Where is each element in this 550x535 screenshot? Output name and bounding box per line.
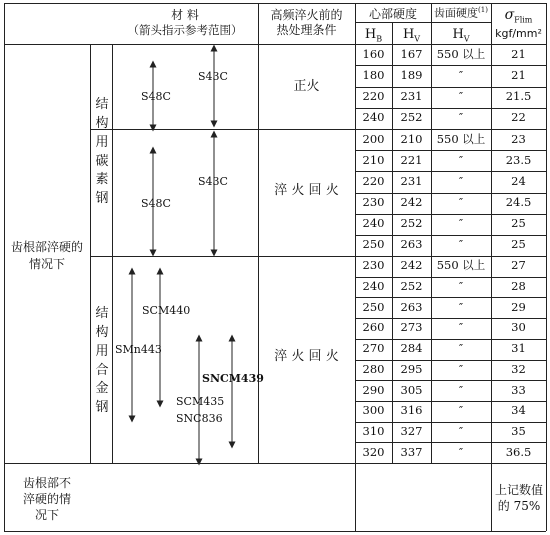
cell-surf: ″ <box>458 299 464 314</box>
treatment-header-line1: 高频淬火前的 <box>270 8 343 22</box>
cell-sigma: 27 <box>511 258 526 273</box>
cell-sigma: 31 <box>511 341 526 356</box>
cell-sigma: 21 <box>511 67 526 82</box>
cell-surf: ″ <box>458 173 464 188</box>
cell-hv: 263 <box>400 237 423 252</box>
cell-surf: ″ <box>458 403 464 418</box>
cell-hv: 252 <box>400 279 423 294</box>
surface-footnote: (1) <box>478 6 488 14</box>
cell-hv: 252 <box>400 110 423 125</box>
hv-letter: H <box>402 27 415 42</box>
cell-surf: 550 以上 <box>436 46 486 61</box>
cell-hv: 167 <box>400 46 423 61</box>
cell-sigma: 30 <box>511 320 526 335</box>
carbon-steel-label: 结构用碳素钢 <box>95 97 109 207</box>
cell-hb: 240 <box>362 279 385 294</box>
cell-hv: 231 <box>400 173 423 188</box>
cell-hv: 263 <box>400 299 423 314</box>
cell-sigma: 23 <box>511 131 526 146</box>
cell-hv: 221 <box>400 152 423 167</box>
cell-sigma: 35 <box>511 423 526 438</box>
surface-hardness-label: 齿面硬度 <box>434 6 479 20</box>
cell-sigma: 25 <box>511 237 526 252</box>
material-sncm439: SNCM439 <box>202 372 264 385</box>
cell-hv: 305 <box>400 382 423 397</box>
cell-hv: 242 <box>400 195 423 210</box>
alloy-steel-label: 结构用合金钢 <box>95 306 109 416</box>
cell-sigma: 34 <box>511 403 526 418</box>
sigma-symbol: σ <box>504 7 515 23</box>
cell-hb: 250 <box>362 299 385 314</box>
cell-surf: ″ <box>458 237 464 252</box>
hb-letter: H <box>364 27 377 42</box>
treatment-normalizing: 正火 <box>293 79 320 94</box>
unquenched-root-label: 齿根部不淬硬的情况下 <box>22 476 71 523</box>
cell-surf: ″ <box>458 361 464 376</box>
cell-sigma: 24 <box>511 173 526 188</box>
cell-surf: 550 以上 <box>436 258 486 273</box>
cell-hb: 210 <box>362 152 385 167</box>
cell-surf: ″ <box>458 152 464 167</box>
cell-hv: 231 <box>400 89 423 104</box>
cell-surf: ″ <box>458 216 464 231</box>
material-title: 材 料 <box>171 8 199 22</box>
cell-sigma: 24.5 <box>505 195 532 210</box>
cell-sigma: 36.5 <box>505 444 532 459</box>
cell-hb: 220 <box>362 89 385 104</box>
cell-hb: 230 <box>362 195 385 210</box>
cell-hb: 300 <box>362 403 385 418</box>
cell-sigma: 33 <box>511 382 526 397</box>
cell-hv: 316 <box>400 403 423 418</box>
sigma-sub: Flim <box>514 15 533 25</box>
cell-hb: 320 <box>362 444 385 459</box>
cell-hb: 230 <box>362 258 385 273</box>
cell-hv: 273 <box>400 320 423 335</box>
material-subtitle: （箭头指示参考范围） <box>127 23 243 37</box>
cell-surf: ″ <box>458 382 464 397</box>
cell-hv: 210 <box>400 131 423 146</box>
hv-sub: V <box>414 34 421 44</box>
material-scm435: SCM435 <box>176 395 225 408</box>
cell-sigma: 32 <box>511 361 526 376</box>
cell-hv: 337 <box>400 444 423 459</box>
cell-surf: ″ <box>458 341 464 356</box>
material-s48c: S48C <box>141 197 171 210</box>
treatment-header-line2: 热处理条件 <box>276 23 337 37</box>
cell-hb: 220 <box>362 173 385 188</box>
material-s43c: S43C <box>198 175 228 188</box>
cell-surf: ″ <box>458 89 464 104</box>
cell-hv: 327 <box>400 423 423 438</box>
cell-sigma: 21 <box>511 46 526 61</box>
cell-surf: ″ <box>458 67 464 82</box>
treatment-quench-temper: 淬 火 回 火 <box>274 349 339 364</box>
material-scm440: SCM440 <box>142 304 191 317</box>
surface-hv-letter: H <box>452 27 464 42</box>
cell-hb: 280 <box>362 361 385 376</box>
material-smn443: SMn443 <box>115 343 162 356</box>
cell-hb: 310 <box>362 423 385 438</box>
cell-surf: ″ <box>458 320 464 335</box>
cell-surf: 550 以上 <box>436 131 486 146</box>
cell-surf: ″ <box>458 195 464 210</box>
cell-sigma: 28 <box>511 279 526 294</box>
cell-hb: 180 <box>362 67 385 82</box>
core-hardness-header: 心部硬度 <box>368 7 417 21</box>
cell-sigma: 21.5 <box>505 89 532 104</box>
treatment-quench-temper: 淬 火 回 火 <box>274 183 339 198</box>
material-s48c: S48C <box>141 90 171 103</box>
cell-hb: 260 <box>362 320 385 335</box>
cell-sigma: 25 <box>511 216 526 231</box>
cell-hb: 240 <box>362 216 385 231</box>
cell-sigma: 29 <box>511 299 526 314</box>
sigma-unit: kgf/mm² <box>495 27 542 41</box>
cell-sigma: 23.5 <box>505 152 532 167</box>
cell-hb: 200 <box>362 131 385 146</box>
material-s43c: S43C <box>198 70 228 83</box>
cell-surf: ″ <box>458 423 464 438</box>
cell-hv: 252 <box>400 216 423 231</box>
cell-hv: 189 <box>400 67 423 82</box>
cell-sigma: 22 <box>511 110 526 125</box>
cell-hv: 242 <box>400 258 423 273</box>
cell-hb: 240 <box>362 110 385 125</box>
cell-hb: 270 <box>362 341 385 356</box>
footer-value: 上记数值的 75% <box>494 483 543 514</box>
cell-hv: 284 <box>400 341 423 356</box>
hb-sub: B <box>376 34 383 44</box>
cell-hb: 250 <box>362 237 385 252</box>
cell-hv: 295 <box>400 361 423 376</box>
cell-surf: ″ <box>458 444 464 459</box>
surface-hv-sub: V <box>463 34 470 44</box>
cell-hb: 160 <box>362 46 385 61</box>
material-snc836: SNC836 <box>176 412 223 425</box>
cell-surf: ″ <box>458 279 464 294</box>
cell-hb: 290 <box>362 382 385 397</box>
quenched-root-label: 齿根部淬硬的情况下 <box>10 240 83 271</box>
cell-surf: ″ <box>458 110 464 125</box>
